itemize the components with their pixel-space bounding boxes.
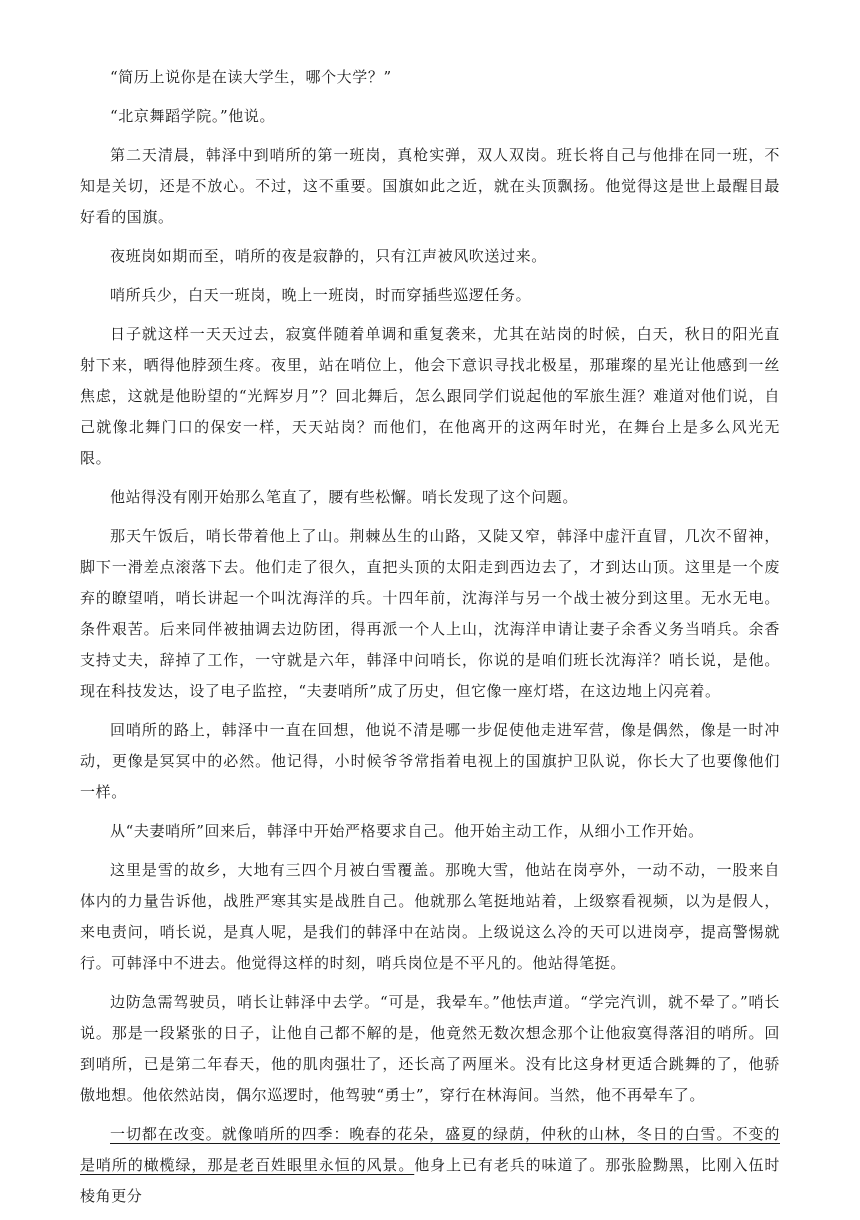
underlined-passage: 一切都在改变。就像哨所的四季：晚春的花朵，盛夏的绿荫，仲秋的山林，冬日的白雪。不变的是哨所的橄榄绿，那是老百姓眼里永恒的风景。 bbox=[80, 1125, 780, 1174]
paragraph-9: 回哨所的路上，韩泽中一直在回想，他说不清是哪一步促使他走进军营，像是偶然，像是一时冲动，更像是冥冥中的必然。他记得，小时候爷爷常指着电视上的国旗护卫队说，你长大了也要像他们一样。 bbox=[80, 721, 780, 801]
paragraph-10: 从“夫妻哨所”回来后，韩泽中开始严格要求自己。他开始主动工作，从细小工作开始。 bbox=[110, 822, 704, 840]
paragraph-3: 第二天清晨，韩泽中到哨所的第一班岗，真枪实弹，双人双岗。班长将自己与他排在同一班，不知是关切，还是不放心。不过，这不重要。国旗如此之近，就在头顶飘扬。他觉得这是世上最醒目最好看的国旗。 bbox=[80, 146, 780, 226]
paragraph-5: 哨所兵少，白天一班岗，晚上一班岗，时而穿插些巡逻任务。 bbox=[110, 286, 532, 304]
paragraph-13-continuation: 他身上已有老兵的味道了。那张脸黝黑，比刚入伍时棱角更分 bbox=[80, 1156, 780, 1205]
paragraph-4: 夜班岗如期而至，哨所的夜是寂静的，只有江声被风吹送过来。 bbox=[110, 247, 547, 265]
paragraph-2: “北京舞蹈学院。”他说。 bbox=[110, 107, 276, 125]
paragraph-13 bbox=[80, 1119, 780, 1212]
paragraph-6: 日子就这样一天天过去，寂寞伴随着单调和重复袭来，尤其在站岗的时候，白天，秋日的阳光直射下来，晒得他脖颈生疼。夜里，站在哨位上，他会下意识寻找北极星，那璀璨的星光让他感到一丝焦虑，这就是他盼望的“光辉岁月”？回北舞后，怎么跟同学们说起他的军旅生涯？难道对他们说，自己就像北舞门口的保安一样，天天站岗？而他们，在他离开的这两年时光，在舞台上是多么风光无限。 bbox=[80, 325, 780, 467]
paragraph-11: 这里是雪的故乡，大地有三四个月被白雪覆盖。那晚大雪，他站在岗亭外，一动不动，一股来自体内的力量告诉他，战胜严寒其实是战胜自己。他就那么笔挺地站着，上级察看视频，以为是假人，来电责问，哨长说，是真人呢，是我们的韩泽中在站岗。上级说这么冷的天可以进岗亭，提高警惕就行。可韩泽中不进去。他觉得这样的时刻，哨兵岗位是不平凡的。他站得笔挺。 bbox=[80, 861, 780, 972]
document-page bbox=[80, 62, 780, 1220]
paragraph-7: 他站得没有刚开始那么笔直了，腰有些松懈。哨长发现了这个问题。 bbox=[110, 488, 579, 506]
paragraph-8: 那天午饭后，哨长带着他上了山。荆棘丛生的山路，又陡又窄，韩泽中虚汗直冒，几次不留神，脚下一滑差点滚落下去。他们走了很久，直把头顶的太阳走到西边去了，才到达山顶。这里是一个废弃的瞭望哨，哨长讲起一个叫沈海洋的兵。十四年前，沈海洋与另一个战士被分到这里。无水无电。条件艰苦。后来同伴被抽调去边防团，得再派一个人上山，沈海洋申请让妻子余香义务当哨兵。余香支持丈夫，辞掉了工作，一守就是六年，韩泽中问哨长，你说的是咱们班长沈海洋？哨长说，是他。现在科技发达，设了电子监控，“夫妻哨所”成了历史，但它像一座灯塔，在这边地上闪亮着。 bbox=[80, 527, 780, 700]
paragraph-12: 边防急需驾驶员，哨长让韩泽中去学。“可是，我晕车。”他怯声道。“学完汽训，就不晕了。”哨长说。那是一段紧张的日子，让他自己都不解的是，他竟然无数次想念那个让他寂寞得落泪的哨所。回到哨所，已是第二年春天，他的肌肉强壮了，还长高了两厘米。没有比这身材更适合跳舞的了，他骄傲地想。他依然站岗，偶尔巡逻时，他驾驶“勇士”，穿行在林海间。当然，他不再晕车了。 bbox=[80, 993, 780, 1104]
paragraph-1: “简历上说你是在读大学生，哪个大学？” bbox=[110, 68, 392, 86]
